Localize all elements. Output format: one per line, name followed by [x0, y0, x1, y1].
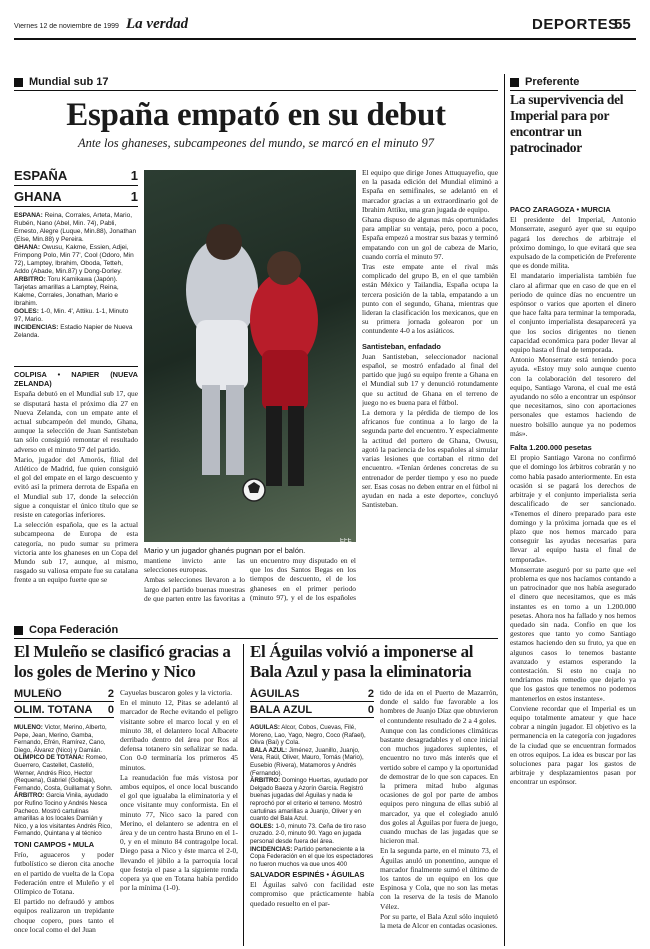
- newspaper-logo: La verdad: [126, 16, 189, 32]
- score-row-away: BALA AZUL 0: [250, 704, 374, 716]
- masthead: [14, 14, 636, 36]
- score-row-home: ÁGUILAS 2: [250, 688, 374, 700]
- aguilas-col-2: tido de ida en el Puerto de Mazarrón, donde el saldo fue favorable a los hombres de Juanjo Díaz que obtuvieron el contundente resultado de 2 a 4 goles. Aunque con las condiciones climáticas bastante desagradables y el once inicial con muchos jugadores suplentes, el encuentro no tuvo más interés que el vertido sobre el campo y la oportunidad de demostrar de lo que son capaces. En la primera mitad hubo algunas ocasiones de gol por parte de ambos equipos pero ninguna de ellas subió al marcador, ya que el colegiado anuló dos goles al Águilas por fuera de juego, cuando muchas de las jugadas que se hicieron mal. En la segunda parte, en el minuto 73, el Águilas anuló un ponentino, aunque el marcador finalmente sumó el último de los tantos de un equipo en los que Espinosa y Cola, que no son las metas con la reserva de la tesis de Manolo Vélez. Por su parte, el Bala Azul sólo inquietó la meta de Alcor en contadas ocasiones.: [380, 688, 498, 931]
- issue-date: Viernes 12 de noviembre de 1999: [14, 23, 119, 30]
- page-number: 55: [614, 16, 631, 33]
- muleno-col-2: Cayuelas buscaron goles y la victoria. En el minuto 12, Pitas se adelantó al marcador de Reche evitando el peligro visitante sobre el marco local y en el minuto 38, el delantero local Albacete derribado dentro del área por Ros al defensa totanero sin señalizar se nada. Con 0-0 terminaría los primeros 45 minutos. La reanudación fue más vistosa por ambos equipos, el once local buscando el gol que igualaba la eliminatoria y el once visitante muy conformista. En el minuto 77, Nico saco la pared con Merino, el delantero se adentra en el área y de un centro hasta Bruno en el 1-0, y en el minuto 84 contragolpe local. Diego pasa a Nico y éste marca el 2-0, llevando el júbilo a la parroquia local que festeja el pase a la siguiente ronda copera ya que en Totana había perdido por la mínima (1-0).: [120, 688, 238, 893]
- story-col-3: un encuentro muy disputado en el que los dos Santos Begas en los tiempos de descuento, el de los ghaneses en el primer periodo (minuto 97), y el de los españoles: [250, 556, 356, 602]
- headline-aguilas: El Águilas volvió a imponerse al Bala Azul y pasa la eliminatoria: [250, 642, 474, 681]
- section-square-icon: [14, 78, 23, 87]
- dateline-mula: TONI CAMPOS • MULA: [14, 840, 95, 849]
- headline-spain: España empató en su debut: [66, 98, 446, 132]
- dateline-aguilas: SALVADOR ESPINÉS • ÁGUILAS: [250, 870, 365, 879]
- scoreboard-aguilas: [250, 688, 374, 720]
- kicker-santisteban: Santisteban, enfadado: [362, 341, 441, 351]
- headline-muleno: El Muleño se clasificó gracias a los goles de Merino y Nico: [14, 642, 231, 681]
- bottom-column-divider: [243, 644, 244, 946]
- story-col-2: mantiene invicto ante las selecciones europeas. Ambas selecciones llevaron a lo largo del partido buenas muestras de que parten entre las favoritas a: [144, 556, 245, 602]
- factbox-rule: [14, 366, 138, 367]
- score-row-away: OLIM. TOTANA 0: [14, 704, 114, 716]
- match-factbox: ESPAÑA: Reina, Corrales, Arteta, Mario, Rubén, Nano (Abel, Min. 74), Pabli, Ernesto, Alegre (Luque, Min.88), Jonathan (Else, Min.88) y Pereira. GHANA: Owusu, Kakme, Essien, Adjei, Frimpong Polo, Min 77', Cool (Odoro, Min 72), Lamptey, Ibrahim, Oboda, Tetteh, Addo (Abade, Min.87) y Dong-Dorley. ARBITRO: Toru Kamikawa (Japón). Tarjetas amarillas a Lamptey, Reina, Kakme, Corrales, Jonathan, Mario e Ibrahim. GOLES: 1-0, Min. 4', Attiku. 1-1, Minuto 97, Mario. INCIDENCIAS: Estadio Napier de Nueva Zelanda.: [14, 212, 137, 339]
- subheadline-spain: Ante los ghaneses, subcampeones del mundo, se marcó en el minuto 97: [77, 136, 435, 150]
- scoreboard-muleno: [14, 688, 114, 720]
- section-label-preferente: Preferente: [510, 76, 636, 88]
- players-illustration: [144, 170, 356, 542]
- dateline-napier: COLPISA • NAPIER (NUEVA ZELANDA): [14, 370, 138, 389]
- score-row-home: MULEÑO 2: [14, 688, 114, 700]
- aguilas-factbox: ÁGUILAS: Alcor, Cobos, Cuevas, Filé, Moreno, Lao, Yago, Negro, Coco (Rafael), Oliva (Bai) y Cola. BALA AZUL: Jiménez, Juanillo, Juanjo, Vera, Raúl, Oliver, Mauro, Tomás (Mario), Eusebio (Rivera), Matamoros y Andrés (Fernando). ÁRBITRO: Domingo Huertas, ayudado por Delgado Baeza y Azorín García. Registró buenas jugadas del Águilas y nada le reprochó por el criterio el terreno. Mostró cartulinas amarillas a Juanjo, Oliver y en cuanto del Bala Azul. GOLES: 1-0, minuto 73. Ceña de tiro raso cruzado. 2-0, minuto 90. Yago en jugada personal desde fuera del área. INCIDENCIAS: Partido perteneciente a la Copa Federación en el que los espectadores no fueron muchos ya que unos 400: [250, 724, 374, 866]
- aguilas-col-1: SALVADOR ESPINÉS • ÁGUILAS El Águilas salvó con facilidad este compromiso que prácticamente había quedado resuelto en el par-: [250, 870, 374, 908]
- sidebar-section-rule: [510, 90, 636, 91]
- kicker-pesetas: Falta 1.200.000 pesetas: [510, 443, 592, 453]
- muleno-factbox: MULEÑO: Victor, Merino, Alberto, Pepe, Jean, Merino, Gamba, Fernando, Efrén, Ramírez, Cano, Diego, Álvarez (Nico) y Damián. OLÍMPICO DE TOTANA: Romeo, Guerrero, Castellet, Castelló, Werner, Andrés Rico, Hector (Requena), Gabriel (Golbaja), Fernando, Costa, Guillamat y Sohn. ÁRBITRO: Garcia Vinila, ayudado por Rufino Tocino y Andrés Nesca Pacheco. Mostró cartulinas amarillas a los locales Damián y Nico, y a los visitantes Andrés Rico, Fernando, Quintana y al técnico: [14, 724, 113, 836]
- score-row-home: ESPAÑA 1: [14, 168, 138, 186]
- masthead-rule: [14, 38, 636, 40]
- copa-rule: [14, 638, 498, 639]
- story-col-1: COLPISA • NAPIER (NUEVA ZELANDA) España debutó en el Mundial sub 17, que se disputará hasta el próximo día 27 en Nueva Zelanda, con un empate ante el actual subcampeón del mundo, Ghana, aunque la selección de Juan Santisteban tan sólo consiguió remontar el resultado adverso en el minuto 97 del partido. Mario, jugador del Amorós, filial del Atlético de Madrid, fue quien consiguió el gol del empate en el largo descuento y evitó así la primera derrota de España en el Mundial sub 17, donde la selección sigue a conquistar el único título que se resiste en categorías inferiores. La selección española, que es la actual subcampeona de Europa de esta categoría, no pudo sumar su primera victoria ante los ghaneses en un Copa del Mundo sub 17, aunque, al mismo, rasgado su valiosa empate fue su catalana frente a un equipo fuerte que se: [14, 370, 138, 584]
- score-row-away: GHANA 1: [14, 186, 138, 207]
- section-square-icon: [14, 626, 23, 635]
- muleno-col-1: TONI CAMPOS • MULA Frío, aguaceros y poder futbolístico se dieron cita anoche en el partido de vuelta de la Copa Federación entre el Muleño y el Olímpico de Totana. El partido no defraudó y ambos equipos realizaron un trepidante choque copero, pues tanto el once local como el del Juan: [14, 840, 114, 934]
- section-name: DEPORTES: [532, 16, 619, 33]
- sidebar-divider: [504, 74, 505, 946]
- section-square-icon: [510, 78, 519, 87]
- scoreboard-spain: [14, 168, 138, 208]
- section-label-copa: Copa Federación: [14, 624, 498, 636]
- photo-caption: Mario y un jugador ghanés pugnan por el balón.: [144, 546, 306, 555]
- section-rule: [14, 90, 498, 91]
- match-photo: [144, 170, 356, 542]
- section-label-mundial: Mundial sub 17: [14, 76, 494, 88]
- photo-credit: EFE: [340, 538, 352, 544]
- story-col-4: El equipo que dirige Jones Attuquayefio, que en la pasada edición del Mundial eliminó a España en semifinales, se adelantó en el marcador gracias a un extraordinario gol de Ibrahim Attiku, una gran jugada de equipo. Ghana dispuso de algunas más oportunidades para ampliar su ventaja, pero, poco a poco, España empezó a mostrar sus bazas y terminó empatando con un gol de cabeza de Mario, cuando corría el minuto 97. Tras este empate ante el rival más complicado del grupo B, en el que también están México y Tailandia, España ocupa la tercera posición de la tabla, empatando a un punto con el segundo, Ghana, mientras que lideran la clasificación los mexicanos, que en su primera jornada golearon por un contundente 4-0 a los asiáticos. Santisteban, enfadado Juan Santisteban, seleccionador nacional español, se mostró enfadado al final del partido que jugó su equipo frente a Ghana en el Mundial sub 17 y denunció rotundamente que su actitud de Ghana en el terreno de juego no es buena para el fútbol. La demora y la pérdida de tiempo de los africanos fue continua a lo largo de la segunda parte del encuentro. Y especialmente la actitud del portero de Ghana, Owusu, agotó la paciencia de los españoles al simular varias lesiones que cortaban el ritmo del encuentro. «Tenían órdenes concretas de su entrenador de perder tiempo y eso no puede ser. Esas cosas no deben entrar en el fútbol ni ayudan en nada a este deporte», concluyó Santisteban.: [362, 168, 498, 510]
- headline-imperial: La supervivencia del Imperial para por encontrar un patrocinador: [510, 92, 624, 155]
- sidebar-body: PACO ZARAGOZA • MURCIA El presidente del Imperial, Antonio Monserrate, aseguró ayer que su equipo pagará los derechos de arbitraje el próximo domingo, lo que evitará que sea expulsado de la competición de Preferente que es donde milita. El mandatario imperialista también fue claro al afirmar que en caso de que en el periodo de quince días no encuentre un espónsor o varios que aporten el dinero que hace falta para terminar la temporada, el conjunto imperialista desaparecerá ya que los socios dirigentes no tienen capacidad económica para poder llevar al equipo hasta el final de temporada. Antonio Monserrate está teniendo poca ayuda. «Estoy muy solo aunque cuento con la colaboración del tesorero del equipo, Santiago Varona, el cual me está ayudando no sólo a encontrar un espónsor que necesitamos, sino con aportaciones personales que estamos haciendo de nuestro bolsillo aunque ya no podemos más». Falta 1.200.000 pesetas El propio Santiago Varona no confirmó que el domingo los árbitros cobrarán y no como había pasado anteriormente. En esta ocasión si se pagará los derechos de arbitraje y el conjunto imperialista seria descalificado de ser sancionado. «Tenemos el dinero preparado para este domingo y la próxima jornada que es el plazo que nos hemos marcado para conseguir las ayudas necesarias para llevar al equipo hasta el final de temporada». Monserrate aseguró por su parte que «el problema es que nos hacíamos contando a un patrocinador que nos había asegurado el dinero que necesitamos, que es más instantes es en torno a un 1.200.000 pesetas. Ahora nos ha fallado y nos hemos quedado sin nada. Confío en que los gestores que tanto yo como Santiago estamos haciendo den su fruto, ya que en algunos casos lo tenemos bastante avanzado y estamos esperando la contestación. Si esto no cuaja no tendríamos más remedio que dejarlo ya que los gastos que tenemos no podemos mantenerlos en estos instantes». Conviene recordar que el Imperial es un equipo totalmente amateur y que hace cobrar a ningún jugador. El objetivo es la permanencia en la categoría con jugadores de la ciudad que se encuentran formados en otros equipos. La idea es buscar por las soluciones para pagar los gastos de arbitraje y desplazamientos pasan por encontrar un espónsor.: [510, 205, 636, 787]
- dateline-murcia: PACO ZARAGOZA • MURCIA: [510, 205, 611, 214]
